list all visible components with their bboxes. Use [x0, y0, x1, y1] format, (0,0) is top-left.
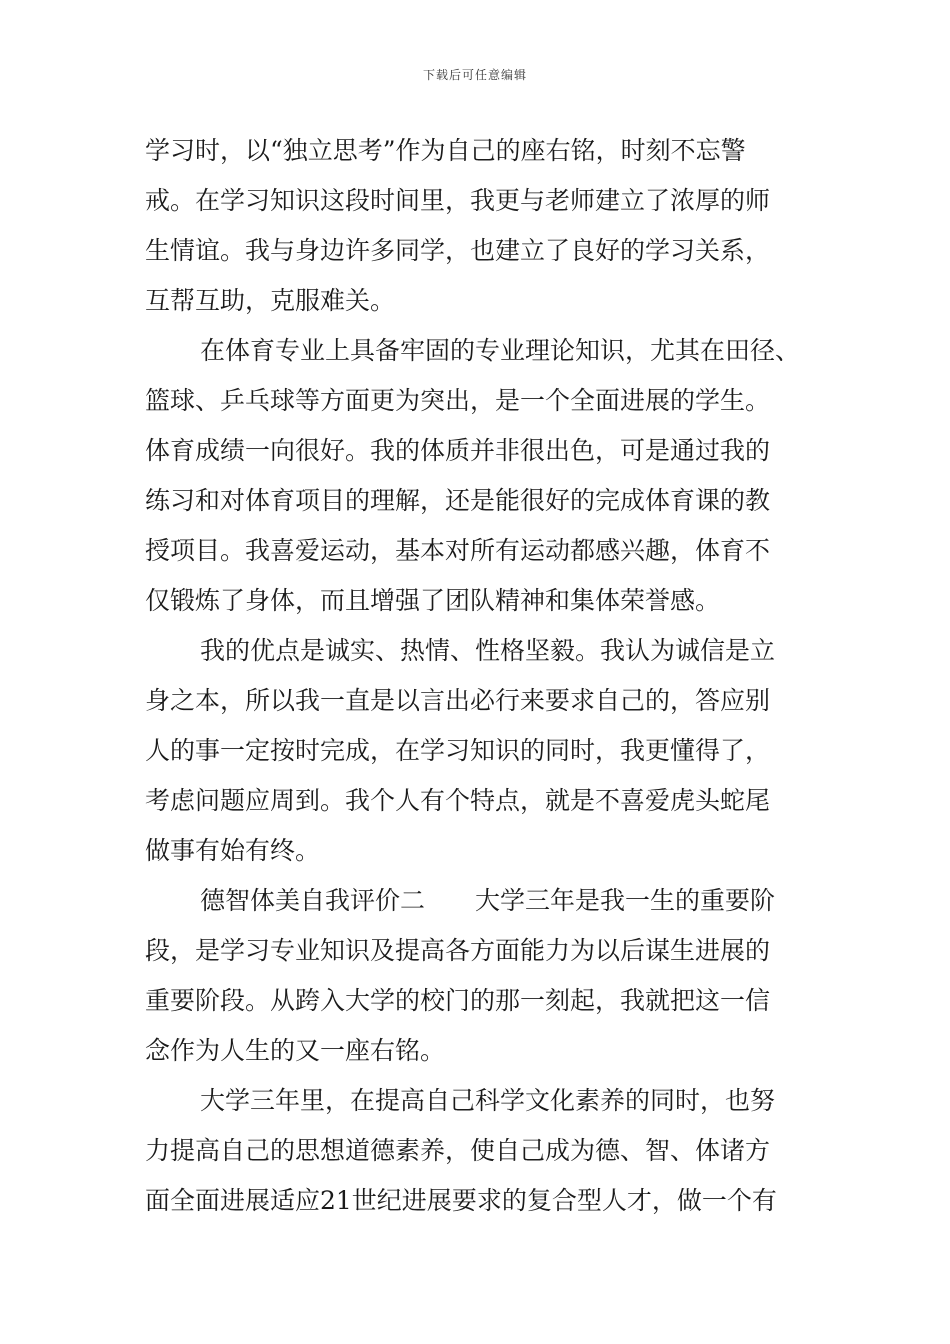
- text-line: 身之本，所以我一直是以言出必行来要求自己的，答应别: [145, 686, 771, 715]
- text-line: 面全面进展适应21世纪进展要求的复合型人才，做一个有: [145, 1186, 777, 1215]
- paragraph-first-line: 在体育专业上具备牢固的专业理论知识，尤其在田径、: [200, 336, 801, 365]
- paragraph-first-line: 德智体美自我评价二 大学三年是我一生的重要阶: [200, 886, 776, 915]
- text-line: 重要阶段。从跨入大学的校门的那一刻起，我就把这一信: [145, 986, 771, 1015]
- paragraph-first-line: 我的优点是诚实、热情、性格坚毅。我认为诚信是立: [200, 636, 776, 665]
- text-line: 考虑问题应周到。我个人有个特点，就是不喜爱虎头蛇尾: [145, 786, 771, 815]
- text-line: 人的事一定按时完成，在学习知识的同时，我更懂得了，: [145, 736, 771, 765]
- text-line: 念作为人生的又一座右铭。: [145, 1036, 446, 1065]
- paragraph-first-line: 大学三年里，在提高自己科学文化素养的同时，也努: [200, 1086, 776, 1115]
- text-line: 做事有始有终。: [145, 836, 321, 865]
- text-line: 段，是学习专业知识及提高各方面能力为以后谋生进展的: [145, 936, 771, 965]
- text-line: 学习时，以“独立思考”作为自己的座右铭，时刻不忘警: [145, 136, 746, 165]
- text-line: 力提高自己的思想道德素养，使自己成为德、智、体诸方: [145, 1136, 771, 1165]
- text-line: 体育成绩一向很好。我的体质并非很出色，可是通过我的: [145, 436, 771, 465]
- document-body: [145, 126, 815, 1226]
- text-line: 仅锻炼了身体，而且增强了团队精神和集体荣誉感。: [145, 586, 721, 615]
- text-line: 互帮互助，克服难关。: [145, 286, 396, 315]
- page-header: 下载后可任意编辑: [422, 68, 527, 82]
- text-line: 练习和对体育项目的理解，还是能很好的完成体育课的教: [145, 486, 771, 515]
- text-line: 授项目。我喜爱运动，基本对所有运动都感兴趣，体育不: [145, 536, 771, 565]
- text-line: 生情谊。我与身边许多同学，也建立了良好的学习关系，: [145, 236, 771, 265]
- text-line: 戒。在学习知识这段时间里，我更与老师建立了浓厚的师: [145, 186, 771, 215]
- text-line: 篮球、乒乓球等方面更为突出，是一个全面进展的学生。: [145, 386, 771, 415]
